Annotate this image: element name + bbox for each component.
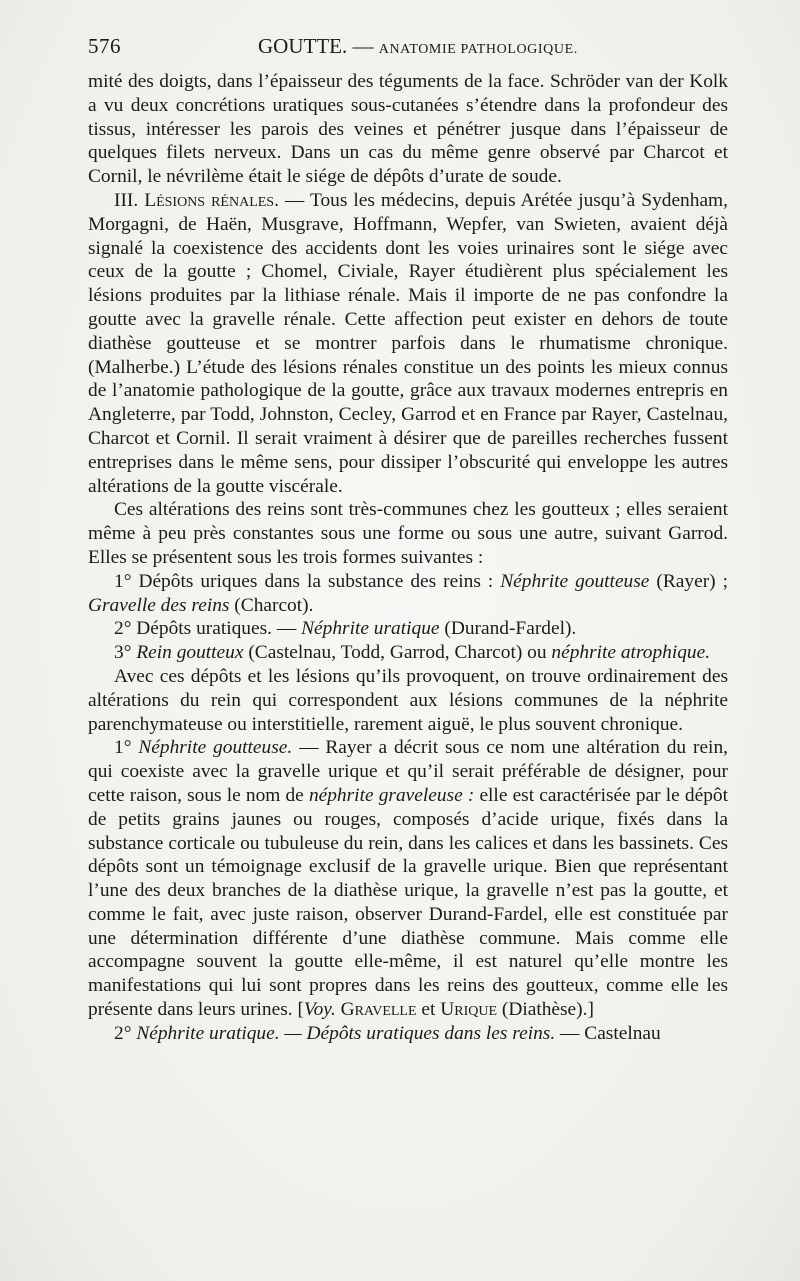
paragraph-nephrite-uratique <box>88 1022 728 1046</box>
paragraph-nephrite-goutteuse <box>88 736 728 1022</box>
list-text: 1° Dépôts uriques dans la substance des reins : <box>114 570 501 592</box>
paragraph-text: elle est caractérisée par le dépôt de petits grains jaunes ou rouges, composés d’acide urique, fixés dans la substance corticale ou tubuleuse du rein, dans les calices et dans les bassinets. Ces dépôts sont un témoignage exclusif de la gravelle urique. Bien que représentant l’une des deux branches de la diathèse urique, la gravelle n’est pas la goutte, et comme le fait, avec juste raison, observer Durand-Fardel, elle est constituée par une détermination différente d’une diathèse commune. Mais comme elle accompagne souvent la goutte elle-même, il est naturel qu’elle montre les manifestations qui lui sont propres dans les reins des goutteux, comme elle les présente dans leurs urines. [ <box>88 784 728 1021</box>
paragraph-text: et <box>416 999 441 1021</box>
paragraph-depots: Avec ces dépôts et les lésions qu’ils provoquent, on trouve ordinairement des altérations du rein qui correspondent aux lésions communes de la néphrite parenchymateuse ou interstitielle, rarement aiguë, le plus souvent chronique. <box>88 665 728 735</box>
list-term: Rein goutteux <box>136 642 244 664</box>
section-heading: Lésions rénales. <box>144 189 279 211</box>
paragraph-alterations: Ces altérations des reins sont très-communes chez les goutteux ; elles seraient même à peu près constantes sous une forme ou sous une autre, suivant Garrod. Elles se présentent sous les trois formes suivantes : <box>88 499 728 568</box>
page-body <box>88 70 728 1046</box>
paragraph-lesions-renales <box>88 189 728 498</box>
running-head <box>258 34 578 59</box>
list-term: néphrite atrophique. <box>551 642 711 664</box>
list-item-3 <box>88 641 728 665</box>
list-item-2 <box>88 617 728 641</box>
running-head-section: ANATOMIE PATHOLOGIQUE. <box>378 42 578 57</box>
list-item-1 <box>88 570 728 618</box>
list-term: Néphrite goutteuse <box>500 570 650 592</box>
paragraph-text: — Castelnau <box>555 1022 661 1044</box>
list-text: (Castelnau, Todd, Garrod, Charcot) ou <box>243 642 552 664</box>
page-number: 576 <box>88 34 121 58</box>
paragraph-text: (Diathèse).] <box>497 999 594 1021</box>
subsection-title: Néphrite uratique. — Dépôts uratiques dans les reins. <box>136 1022 556 1044</box>
paragraph-text: — Tous les médecins, depuis Arétée jusqu’à Sydenham, Morgagni, de Haën, Musgrave, Hoffmann, Wepfer, van Swieten, avaient déjà signalé la coexistence des accidents dont les voies urinaires sont le siége avec ceux de la goutte ; Chomel, Civiale, Rayer étudièrent plus spécialement les lésions produites par la lithiase rénale. Mais il importe de ne pas confondre la goutte avec la gravelle rénale. Cette affection peut exister en dehors de toute diathèse goutteuse et se montrer parfois dans le rhumatisme chronique. (Malherbe.) L’étude des lésions rénales constitue un des points les mieux connus de l’anatomie pathologique de la goutte, grâce aux travaux modernes entrepris en Angleterre, par Todd, Johnston, Cecley, Garrod et en France par Rayer, Castelnau, Charcot et Cornil. Il serait vraiment à désirer que de pareilles recherches fussent entreprises dans le même sens, pour dissiper l’obscurité qui enveloppe les autres altérations de la goutte viscérale. <box>88 189 728 497</box>
list-text: (Durand-Fardel). <box>439 618 577 640</box>
paragraph-continuation: mité des doigts, dans l’épaisseur des téguments de la face. Schröder van der Kolk a vu deux concrétions uratiques sous-cutanées s’étendre dans la profondeur des tissus, intéresser les parois des veines et pénétrer jusque dans l’épaisseur de quelques filets nerveux. Dans un cas du même genre observé par Charcot et Cornil, le névrilème était le siége de dépôts d’urate de soude. <box>88 71 728 188</box>
italic-term: néphrite graveleuse : <box>308 784 475 806</box>
paragraph-text: — Rayer a décrit sous ce nom une altération du rein, qui coexiste avec la gravelle urique et qu’il serait préférable de désigner, pour cette raison, sous le nom de <box>88 737 728 806</box>
paragraph-text: 1° <box>114 737 139 759</box>
list-text: 3° <box>114 642 137 664</box>
subsection-title: Néphrite goutteuse. <box>138 737 293 759</box>
list-text: (Charcot). <box>229 594 314 616</box>
cross-reference: Urique <box>440 999 498 1021</box>
running-head-title: GOUTTE. <box>258 34 348 58</box>
list-text: (Rayer) ; <box>649 570 728 592</box>
cross-reference: Gravelle <box>340 999 417 1021</box>
paragraph-text: 2° <box>114 1022 137 1044</box>
list-term: Gravelle des reins <box>88 594 230 616</box>
italic-term: Voy. <box>303 999 336 1021</box>
list-term: Néphrite uratique <box>301 618 440 640</box>
page-header <box>88 34 728 64</box>
list-text: 2° Dépôts uratiques. — <box>114 618 302 640</box>
section-numeral: III. <box>114 189 139 211</box>
running-head-dash: — <box>352 34 374 58</box>
